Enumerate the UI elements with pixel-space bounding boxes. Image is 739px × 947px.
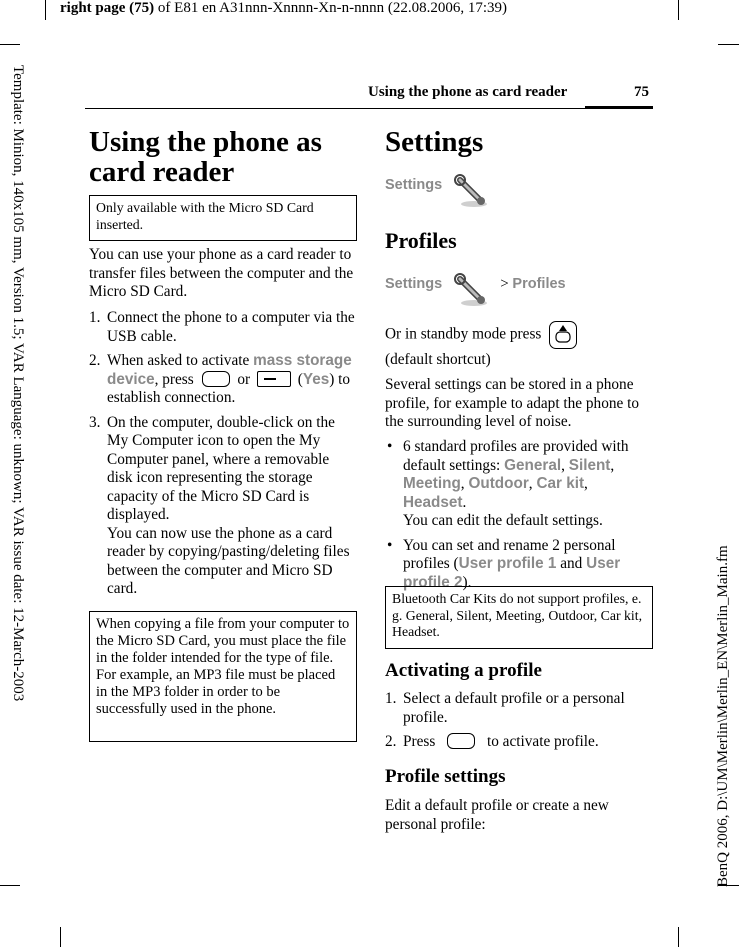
softkey-icon [257,371,291,387]
profile-settings-title: Profile settings [385,766,506,787]
note-box: When copying a file from your computer to the Micro SD Card, you must place the file in the folder intended for the type of file. For example, an MP3 file must be placed in the MP3 folder in order to be successfully used in the phone. [89,611,357,742]
template-info-margin: Template: Minion, 140x105 mm, Version 1.5; VAR Language: unknown; VAR issue date: 12-March-2003 [10,65,26,702]
file-path-margin: BenQ 2006, D:\UM\Merlin\Merlin_EN\Merlin_Main.fm [715,545,731,887]
crop-mark [45,0,46,20]
list-item: • You can set and rename 2 personal profiles (User profile 1 and User profile 2). [387,536,621,591]
crop-mark [60,927,61,947]
profiles-bullets [385,438,655,592]
ui-term: Yes [302,370,330,388]
wrench-icon [450,174,490,208]
crop-mark [718,44,739,45]
navigation-key-up-icon [549,321,577,349]
list-item: 2. When asked to activate mass storage device, press or (Yes) to establish connection. [89,352,352,406]
intro-paragraph: You can use your phone as a card reader to transfer files between the computer and the Micro SD Card. [89,246,354,300]
note-box: Bluetooth Car Kits do not support profiles, e. g. General, Silent, Meeting, Outdoor, Car kit, Headset. [385,586,653,649]
print-info-line: right page (75) of E81 en A31nnn-Xnnnn-Xn-n-nnnn (22.08.2006, 17:39) [60,0,508,16]
wrench-icon [450,273,490,307]
standby-line: Or in standby mode press [385,321,655,349]
list-item: 3. On the computer, double-click on the My Computer icon to open the My Computer panel, where a removable disk icon representing the storage capacity of the Micro SD Card is displayed. You can now use the phone as a card reader by copying/pasting/deleting files between the computer and Micro SD card. [89,413,350,597]
header-rule [85,108,585,109]
crop-mark [0,44,20,45]
center-key-icon [202,371,230,387]
list-item: 1. Select a default profile or a personal profile. [385,690,625,726]
list-item: 2. Press to activate profile. [385,733,599,750]
activating-title: Activating a profile [385,660,542,681]
profiles-intro: Several settings can be stored in a phone profile, for example to adapt the phone to the surrounding level of noise. [385,376,640,430]
page-number: 75 [634,84,649,100]
crop-mark [0,885,20,886]
profiles-path: Settings > Profiles [385,273,566,307]
profiles-title: Profiles [385,228,457,253]
section-title: Using the phone as card reader [89,126,322,188]
running-header-title: Using the phone as card reader [368,84,568,100]
steps-list [89,309,357,599]
center-key-icon [447,733,475,749]
note-box: Only available with the Micro SD Card inserted. [89,195,357,241]
settings-title: Settings [385,126,484,158]
default-shortcut: (default shortcut) [385,351,491,368]
list-item: 1. Connect the phone to a computer via the USB cable. [89,309,355,345]
settings-path: Settings [385,174,490,208]
list-item: • 6 standard profiles are provided with default settings: General, Silent, Meeting, Outdoor, Car kit, Headset. You can edit the default settings. [387,438,629,529]
header-rule-thick [585,106,653,109]
crop-mark [678,927,679,947]
profile-settings-text: Edit a default profile or create a new personal profile: [385,797,609,833]
activating-steps [385,690,655,752]
crop-mark [678,0,679,20]
ui-term: mass storage device [107,352,352,388]
